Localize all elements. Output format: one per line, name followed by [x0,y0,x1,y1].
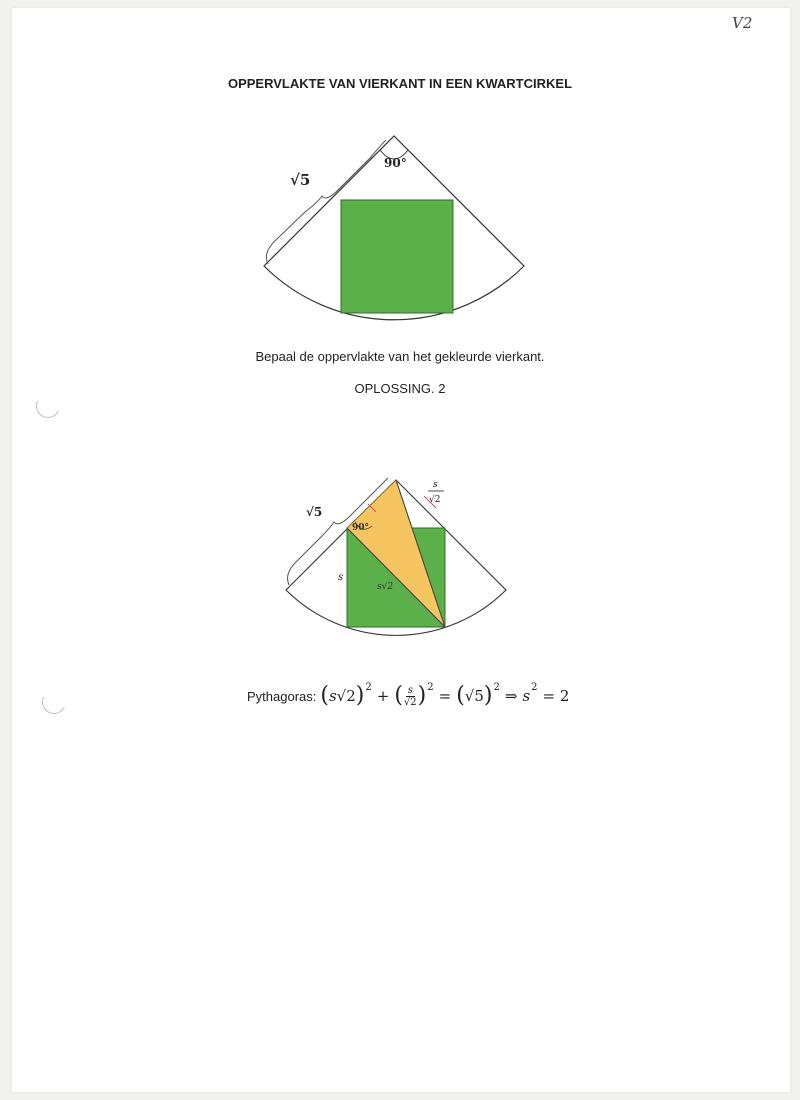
diagonal-label: s√2 [377,582,394,592]
radius-label: √5 [290,171,311,189]
fraction-s-over-root2: $\frac{s}{√2}$ [403,684,417,708]
side-label: s [338,572,344,583]
page-number-handwritten: V2 [732,14,753,32]
angle-label: 90° [384,156,407,170]
half-diagonal-denominator: √2 [429,495,441,505]
page-title: OPPERVLAKTE VAN VIERKANT IN EEN KWARTCIRKEL [227,76,573,91]
question-text: Bepaal de oppervlakte van het gekleurde vierkant. [255,349,545,364]
angle-label-2: 90° [352,523,370,533]
implies-arrow: ⇒ [504,687,518,705]
solution-heading: OPLOSSING. 2 [354,381,446,396]
radius-label-2: √5 [306,505,323,519]
equation-math: ( s √2 ) 2 + ( $\frac{s}{√2}$ ) 2 = ( √5 ) 2 ⇒ s 2 = 2 [320,681,570,708]
equation-result: = 2 [542,687,570,705]
half-diagonal-numerator: s [433,480,438,490]
pythagoras-equation [247,676,569,716]
equation-prefix: Pythagoras: [247,688,317,704]
